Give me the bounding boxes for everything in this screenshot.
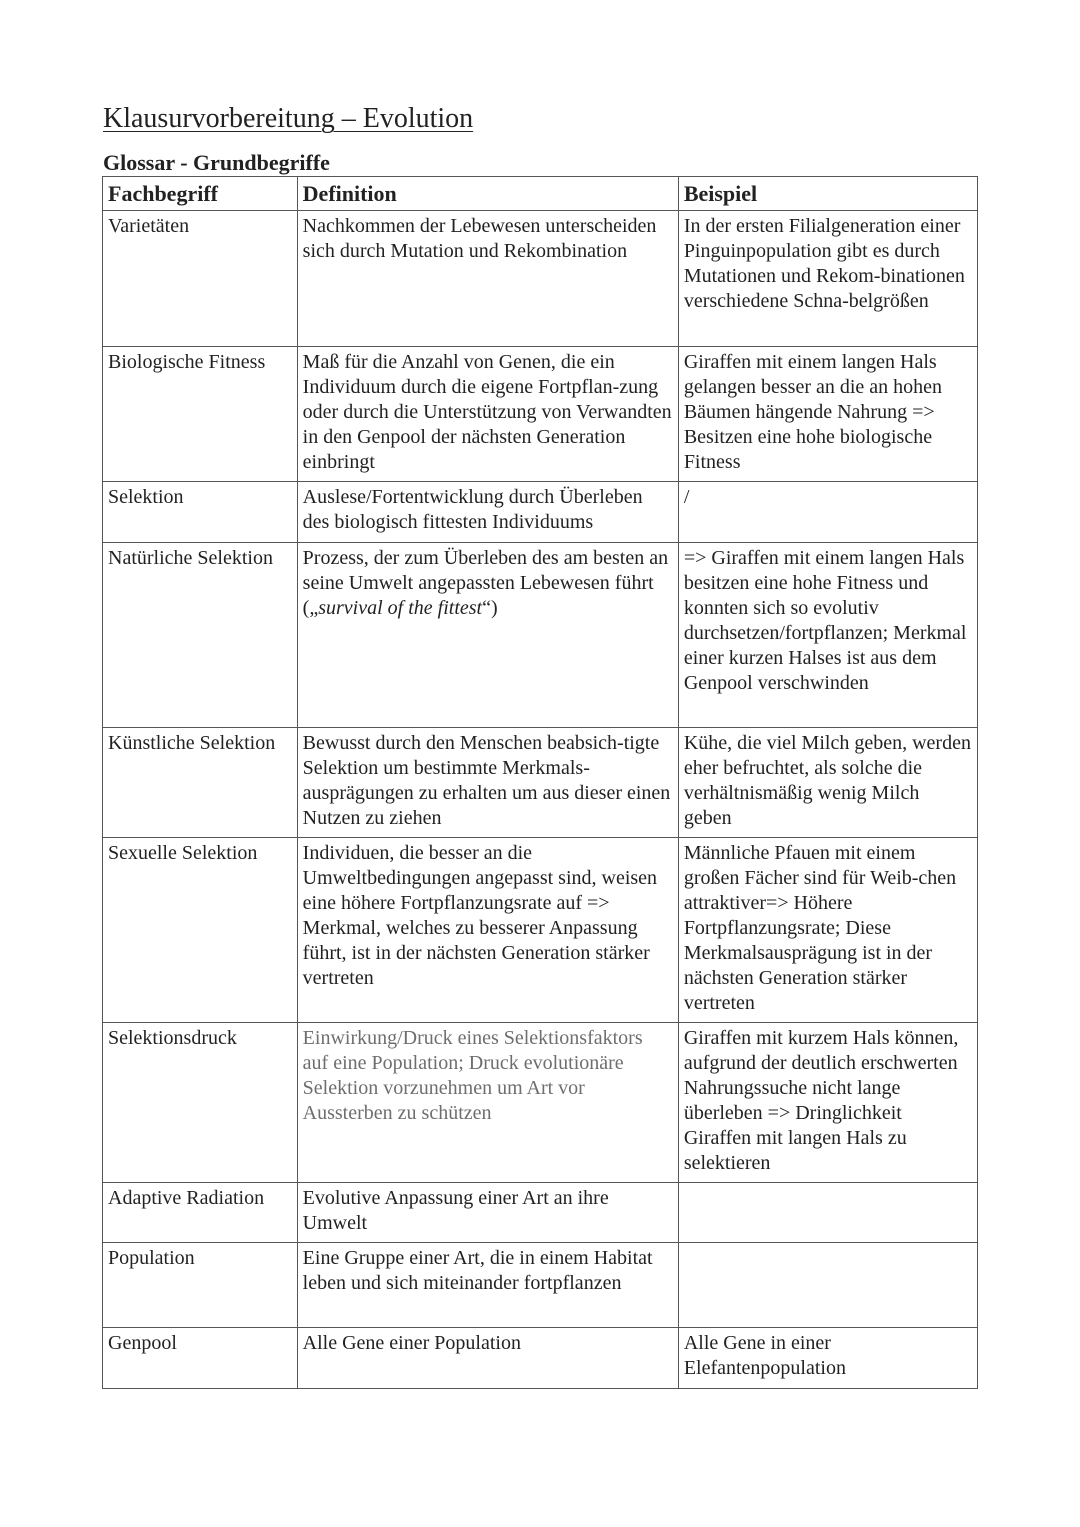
example-cell: [678, 1243, 977, 1328]
table-row: [103, 838, 978, 1023]
definition-text-end: “): [482, 597, 498, 619]
section-title: Glossar - Grundbegriffe: [103, 150, 330, 175]
table-row: [103, 211, 978, 347]
table-header-row: [103, 177, 978, 211]
term-cell: Biologische Fitness: [103, 347, 298, 482]
definition-cell: Einwirkung/Druck eines Selektionsfaktors auf eine Population; Druck evolutionäre Selektion vorzunehmen um Art vor Aussterben zu schützen: [297, 1023, 678, 1183]
definition-cell: [297, 543, 678, 728]
term-cell: Selektion: [103, 482, 298, 543]
example-cell: => Giraffen mit einem langen Hals besitzen eine hohe Fitness und konnten sich so evolutiv durchsetzen/fortpflanzen; Merkmal einer kurzen Halses ist aus dem Genpool verschwinden: [678, 543, 977, 728]
table-row: [103, 482, 978, 543]
table-row: [103, 1328, 978, 1389]
glossary-table: [102, 176, 978, 1389]
example-cell: Giraffen mit kurzem Hals können, aufgrund der deutlich erschwerten Nahrungssuche nicht lange überleben => Dringlichkeit Giraffen mit langen Hals zu selektieren: [678, 1023, 977, 1183]
term-cell: Varietäten: [103, 211, 298, 347]
example-cell: /: [678, 482, 977, 543]
example-cell: Giraffen mit einem langen Hals gelangen besser an die an hohen Bäumen hängende Nahrung => Besitzen eine hohe biologische Fitness: [678, 347, 977, 482]
page-title: Klausurvorbereitung – Evolution: [103, 103, 474, 134]
definition-cell: Evolutive Anpassung einer Art an ihre Umwelt: [297, 1183, 678, 1243]
table-row: [103, 1183, 978, 1243]
definition-cell: Nachkommen der Lebewesen unterscheiden sich durch Mutation und Rekombination: [297, 211, 678, 347]
example-cell: In der ersten Filialgeneration einer Pinguinpopulation gibt es durch Mutationen und Rekom-binationen verschiedene Schna-belgrößen: [678, 211, 977, 347]
term-cell: Genpool: [103, 1328, 298, 1389]
term-cell: Population: [103, 1243, 298, 1328]
term-cell: Selektionsdruck: [103, 1023, 298, 1183]
header-term: Fachbegriff: [103, 177, 298, 211]
survival-of-the-fittest-quote: survival of the fittest: [318, 597, 483, 619]
table-row: [103, 347, 978, 482]
example-cell: Kühe, die viel Milch geben, werden eher befruchtet, als solche die verhältnismäßig wenig Milch geben: [678, 728, 977, 838]
table-row: [103, 1023, 978, 1183]
header-definition: Definition: [297, 177, 678, 211]
table-row: [103, 728, 978, 838]
example-cell: [678, 1183, 977, 1243]
term-cell: Adaptive Radiation: [103, 1183, 298, 1243]
example-cell: Alle Gene in einer Elefantenpopulation: [678, 1328, 977, 1389]
term-cell: Künstliche Selektion: [103, 728, 298, 838]
definition-cell: Eine Gruppe einer Art, die in einem Habitat leben und sich miteinander fortpflanzen: [297, 1243, 678, 1328]
term-cell: Sexuelle Selektion: [103, 838, 298, 1023]
header-example: Beispiel: [678, 177, 977, 211]
definition-cell: Individuen, die besser an die Umweltbedingungen angepasst sind, weisen eine höhere Fortpflanzungsrate auf => Merkmal, welches zu besserer Anpassung führt, ist in der nächsten Generation stärker vertreten: [297, 838, 678, 1023]
definition-cell: Maß für die Anzahl von Genen, die ein Individuum durch die eigene Fortpflan-zung oder durch die Unterstützung von Verwandten in den Genpool der nächsten Generation einbringt: [297, 347, 678, 482]
definition-cell: Bewusst durch den Menschen beabsich-tigte Selektion um bestimmte Merkmals-ausprägungen zu erhalten um aus dieser einen Nutzen zu ziehen: [297, 728, 678, 838]
definition-text: Prozess, der zum Überleben des am besten an seine Umwelt angepassten Lebewesen führt („: [302, 547, 669, 619]
definition-cell: Alle Gene einer Population: [297, 1328, 678, 1389]
term-cell: Natürliche Selektion: [103, 543, 298, 728]
table-row: [103, 1243, 978, 1328]
example-cell: Männliche Pfauen mit einem großen Fächer sind für Weib-chen attraktiver=> Höhere Fortpflanzungsrate; Diese Merkmalsausprägung ist in der nächsten Generation stärker vertreten: [678, 838, 977, 1023]
table-row: [103, 543, 978, 728]
definition-cell: Auslese/Fortentwicklung durch Überleben des biologisch fittesten Individuums: [297, 482, 678, 543]
